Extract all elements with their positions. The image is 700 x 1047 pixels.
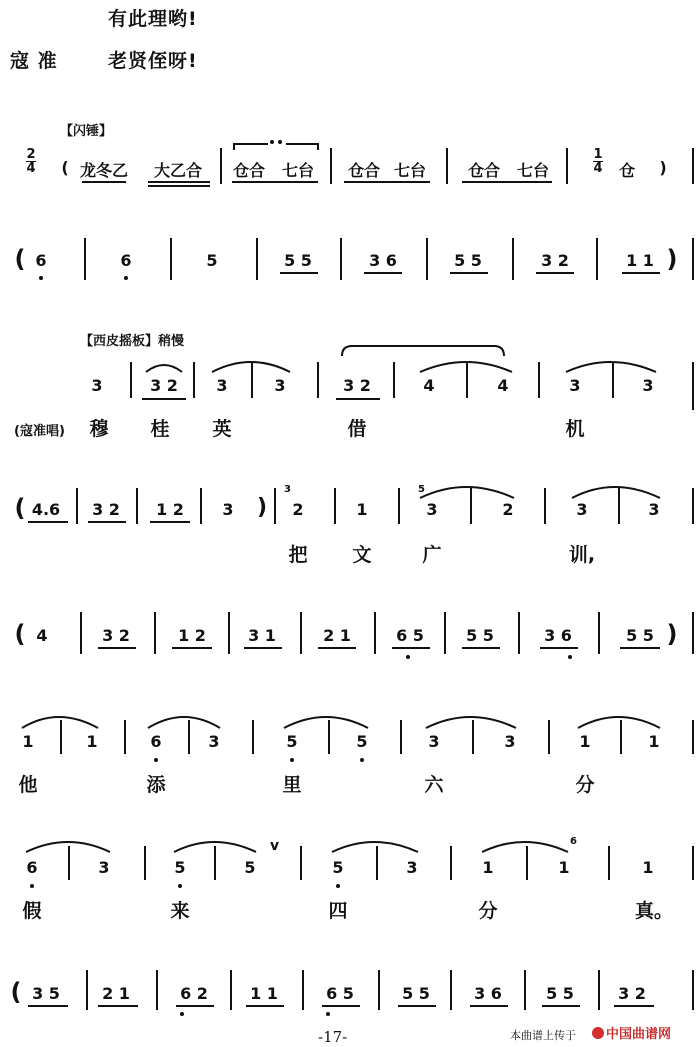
lyric: 添 bbox=[146, 774, 166, 796]
lyric: 六 bbox=[424, 774, 444, 796]
time-signature-2: 1 4 bbox=[593, 147, 603, 176]
dialogue-speaker: 寇 准 bbox=[10, 50, 58, 72]
lyric: 训, bbox=[568, 544, 596, 566]
label-gong: 【闪锤】 bbox=[60, 124, 113, 139]
grace-note: 5 bbox=[418, 484, 425, 495]
site-logo: 中国曲谱网 bbox=[592, 1023, 671, 1042]
lyric: 分 bbox=[478, 900, 498, 922]
grace-note: 6 bbox=[570, 836, 577, 847]
label-banqiang: 【西皮摇板】稍慢 bbox=[80, 334, 185, 349]
lyric: 来 bbox=[170, 900, 190, 922]
time-signature-1: 2 4 bbox=[26, 147, 36, 176]
dialogue-line-2: 老贤侄呀! bbox=[108, 50, 198, 72]
lyric: 桂 bbox=[150, 418, 170, 440]
site-logo-icon bbox=[592, 1027, 604, 1039]
lyric: 四 bbox=[328, 900, 348, 922]
lyric: 文 bbox=[352, 544, 372, 566]
dialogue-line-1: 有此理哟! bbox=[108, 8, 198, 30]
label-singer: (寇准唱) bbox=[14, 424, 65, 439]
lyric: 真。 bbox=[634, 900, 674, 922]
lyric: 英 bbox=[212, 418, 232, 440]
lyric: 借 bbox=[347, 418, 367, 440]
lyric: 假 bbox=[22, 900, 42, 922]
lyric: 穆 bbox=[89, 418, 109, 440]
upload-note: 本曲谱上传于 bbox=[510, 1029, 576, 1042]
lyric: 广 bbox=[422, 544, 442, 566]
breath-mark: v bbox=[270, 838, 280, 854]
grace-note: 3 bbox=[284, 484, 291, 495]
page-number: -17- bbox=[318, 1028, 348, 1046]
lyric: 他 bbox=[18, 774, 38, 796]
lyric: 机 bbox=[565, 418, 585, 440]
lyric: 把 bbox=[288, 544, 308, 566]
lyric: 里 bbox=[282, 774, 302, 796]
lyric: 分 bbox=[575, 774, 595, 796]
